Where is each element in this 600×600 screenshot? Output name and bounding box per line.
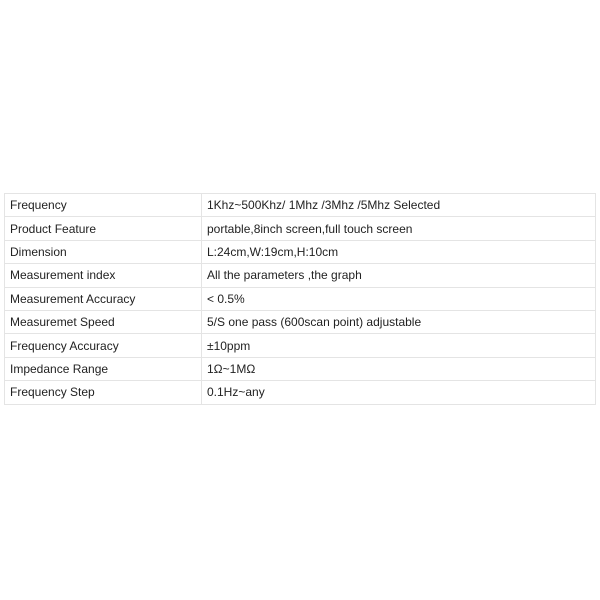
spec-label: Frequency Step <box>5 381 202 404</box>
spec-label: Dimension <box>5 240 202 263</box>
spec-label: Frequency <box>5 194 202 217</box>
spec-value: 5/S one pass (600scan point) adjustable <box>202 310 596 333</box>
spec-value: L:24cm,W:19cm,H:10cm <box>202 240 596 263</box>
spec-value: 1Ω~1MΩ <box>202 357 596 380</box>
spec-label: Product Feature <box>5 217 202 240</box>
spec-label: Measurement Accuracy <box>5 287 202 310</box>
spec-value: portable,8inch screen,full touch screen <box>202 217 596 240</box>
spec-label: Frequency Accuracy <box>5 334 202 357</box>
spec-label: Measurement index <box>5 264 202 287</box>
spec-value: All the parameters ,the graph <box>202 264 596 287</box>
table-row <box>5 381 596 404</box>
spec-value: 1Khz~500Khz/ 1Mhz /3Mhz /5Mhz Selected <box>202 194 596 217</box>
table-row <box>5 287 596 310</box>
table-row <box>5 357 596 380</box>
spec-value: < 0.5% <box>202 287 596 310</box>
table-row <box>5 240 596 263</box>
table-row <box>5 334 596 357</box>
spec-value: ±10ppm <box>202 334 596 357</box>
spec-label: Measuremet Speed <box>5 310 202 333</box>
table-row <box>5 264 596 287</box>
table-row <box>5 194 596 217</box>
table-row <box>5 217 596 240</box>
spec-label: Impedance Range <box>5 357 202 380</box>
spec-table <box>4 193 596 405</box>
table-row <box>5 310 596 333</box>
spec-value: 0.1Hz~any <box>202 381 596 404</box>
